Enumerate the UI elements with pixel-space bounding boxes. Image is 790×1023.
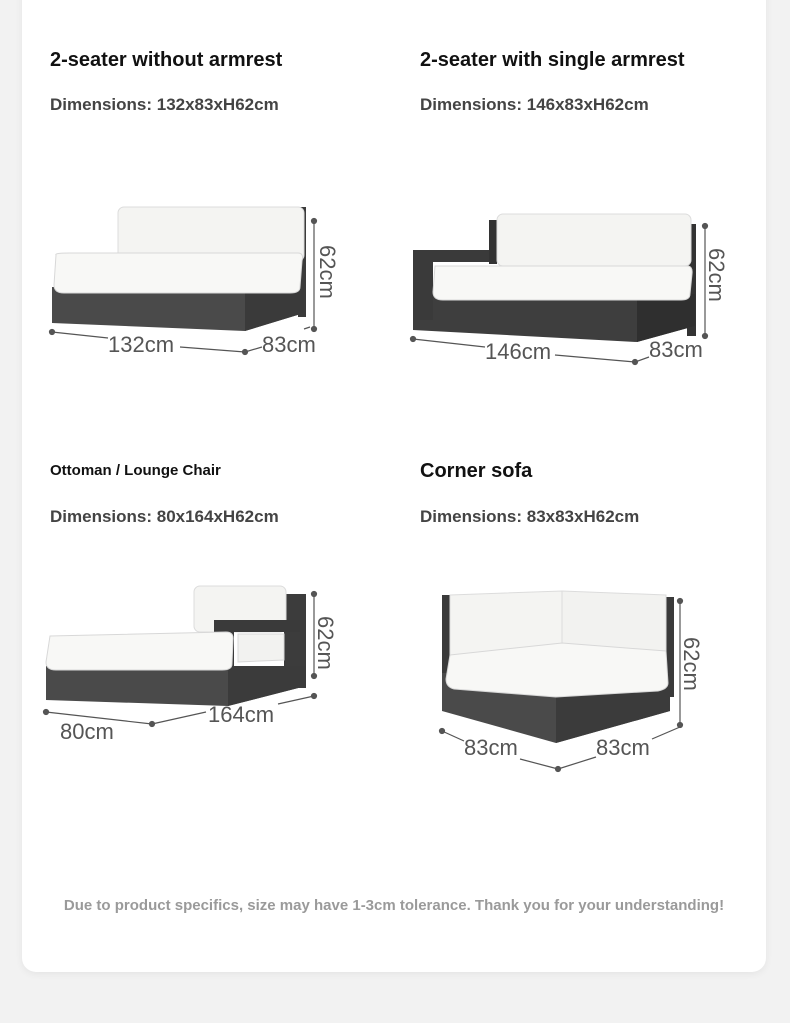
product-dimensions-ottoman-lounge: Dimensions: 80x164xH62cm xyxy=(50,507,279,526)
height-dimension-label: 62cm xyxy=(679,637,704,691)
product-title-2-seater-single-arm: 2-seater with single armrest xyxy=(420,49,685,71)
depth-dimension-label: 83cm xyxy=(596,735,650,760)
width-dimension-label: 83cm xyxy=(464,735,518,760)
product-dimensions-2-seater-single-arm: Dimensions: 146x83xH62cm xyxy=(420,95,649,114)
height-dimension-label: 62cm xyxy=(315,245,340,299)
depth-dimension-label: 83cm xyxy=(649,337,703,362)
width-dimension-label: 80cm xyxy=(60,719,114,744)
product-title-ottoman-lounge: Ottoman / Lounge Chair xyxy=(50,462,221,479)
product-title-corner-sofa: Corner sofa xyxy=(420,460,533,482)
depth-dimension-label: 164cm xyxy=(208,702,275,727)
sofa-2-seater-no-arm-illustration xyxy=(40,195,340,365)
product-dimensions-2-seater-no-arm: Dimensions: 132x83xH62cm xyxy=(50,95,279,114)
tolerance-footnote: Due to product specifics, size may have 1-3cm tolerance. Thank you for your understanding! xyxy=(63,897,725,914)
width-dimension-label: 146cm xyxy=(485,339,552,364)
width-dimension-label: 132cm xyxy=(108,332,175,357)
depth-dimension-label: 83cm xyxy=(262,332,316,357)
ottoman-lounge-chair-illustration xyxy=(38,580,348,750)
corner-sofa-illustration xyxy=(430,585,710,775)
sofa-2-seater-single-arm-illustration xyxy=(405,200,729,370)
height-dimension-label: 62cm xyxy=(704,248,729,302)
product-title-2-seater-no-arm: 2-seater without armrest xyxy=(50,49,283,71)
product-dimensions-corner-sofa: Dimensions: 83x83xH62cm xyxy=(420,507,640,526)
height-dimension-label: 62cm xyxy=(313,616,338,670)
product-card xyxy=(22,0,766,972)
